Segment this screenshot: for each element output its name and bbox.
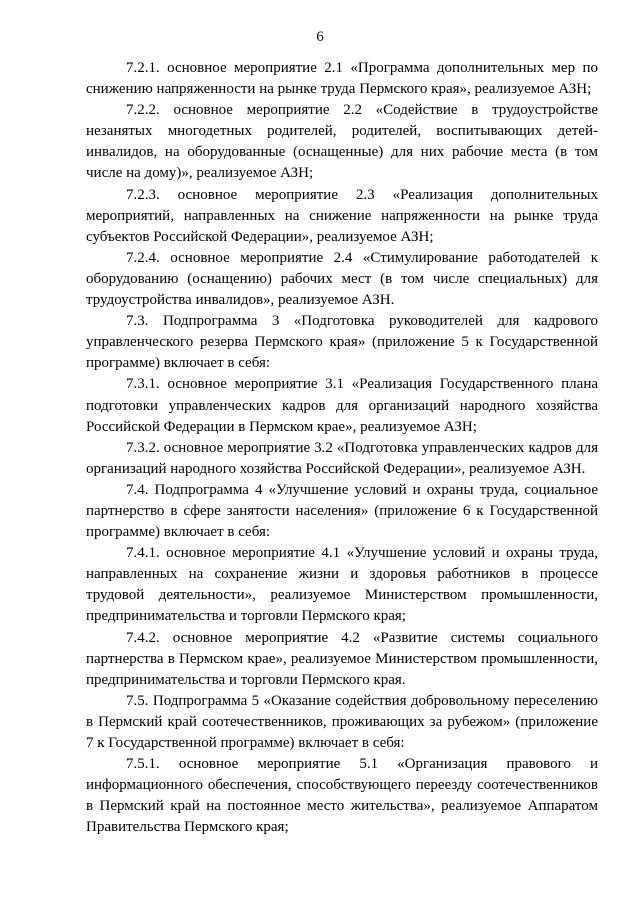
page-number: 6 — [316, 29, 324, 45]
paragraph-7-2-2: 7.2.2. основное мероприятие 2.2 «Содействие в трудоустройстве незанятых многодетных родителей, родителей, воспитывающих детей-инвалидов, на оборудованные (оснащенные) для них рабочие места (в том числе на дому)», реализуемое АЗН; — [86, 102, 598, 182]
paragraph-7-4-2: 7.4.2. основное мероприятие 4.2 «Развитие системы социального партнерства в Пермском крае», реализуемое Министерством промышленности, предпринимательства и торговли Пермского края. — [86, 629, 598, 688]
paragraph-7-2-1: 7.2.1. основное мероприятие 2.1 «Программа дополнительных мер по снижению напряженности на рынке труда Пермского края», реализуемое АЗН; — [86, 60, 598, 98]
paragraph-7-3-2: 7.3.2. основное мероприятие 3.2 «Подготовка управленческих кадров для организаций народного хозяйства Российской Федерации», реализуемое АЗН. — [86, 439, 598, 477]
document-body — [86, 58, 598, 838]
paragraph-7-2-3: 7.2.3. основное мероприятие 2.3 «Реализация дополнительных мероприятий, направленных на снижение напряженности на рынке труда субъектов Российской Федерации», реализуемое АЗН; — [86, 186, 598, 245]
paragraph-7-3-1: 7.3.1. основное мероприятие 3.1 «Реализация Государственного плана подготовки управленческих кадров для организаций народного хозяйства Российской Федерации в Пермском крае», реализуемое АЗН; — [86, 376, 598, 435]
paragraph-7-3: 7.3. Подпрограмма 3 «Подготовка руководителей для кадрового управленческого резерва Пермского края» (приложение 5 к Государственной программе) включает в себя: — [86, 313, 598, 372]
paragraph-7-4-1: 7.4.1. основное мероприятие 4.1 «Улучшение условий и охраны труда, направленных на сохранение жизни и здоровья работников в процессе трудовой деятельности», реализуемое Министерством промышленности, предпринимательства и торговли Пермского края; — [86, 545, 598, 625]
paragraph-7-5-1: 7.5.1. основное мероприятие 5.1 «Организация правового и информационного обеспечения, способствующего переезду соотечественников в Пермский край на постоянное место жительства», реализуемое Аппаратом Правительства Пермского края; — [86, 756, 598, 836]
paragraph-7-4: 7.4. Подпрограмма 4 «Улучшение условий и охраны труда, социальное партнерство в сфере занятости населения» (приложение 6 к Государственной программе) включает в себя: — [86, 481, 598, 541]
paragraph-7-2-4: 7.2.4. основное мероприятие 2.4 «Стимулирование работодателей к оборудованию (оснащению) рабочих мест (в том числе специальных) для трудоустройства инвалидов», реализуемое АЗН. — [86, 249, 598, 309]
paragraph-7-5: 7.5. Подпрограмма 5 «Оказание содействия добровольному переселению в Пермский край соотечественников, проживающих за рубежом» (приложение 7 к Государственной программе) включает в себя: — [86, 692, 598, 751]
